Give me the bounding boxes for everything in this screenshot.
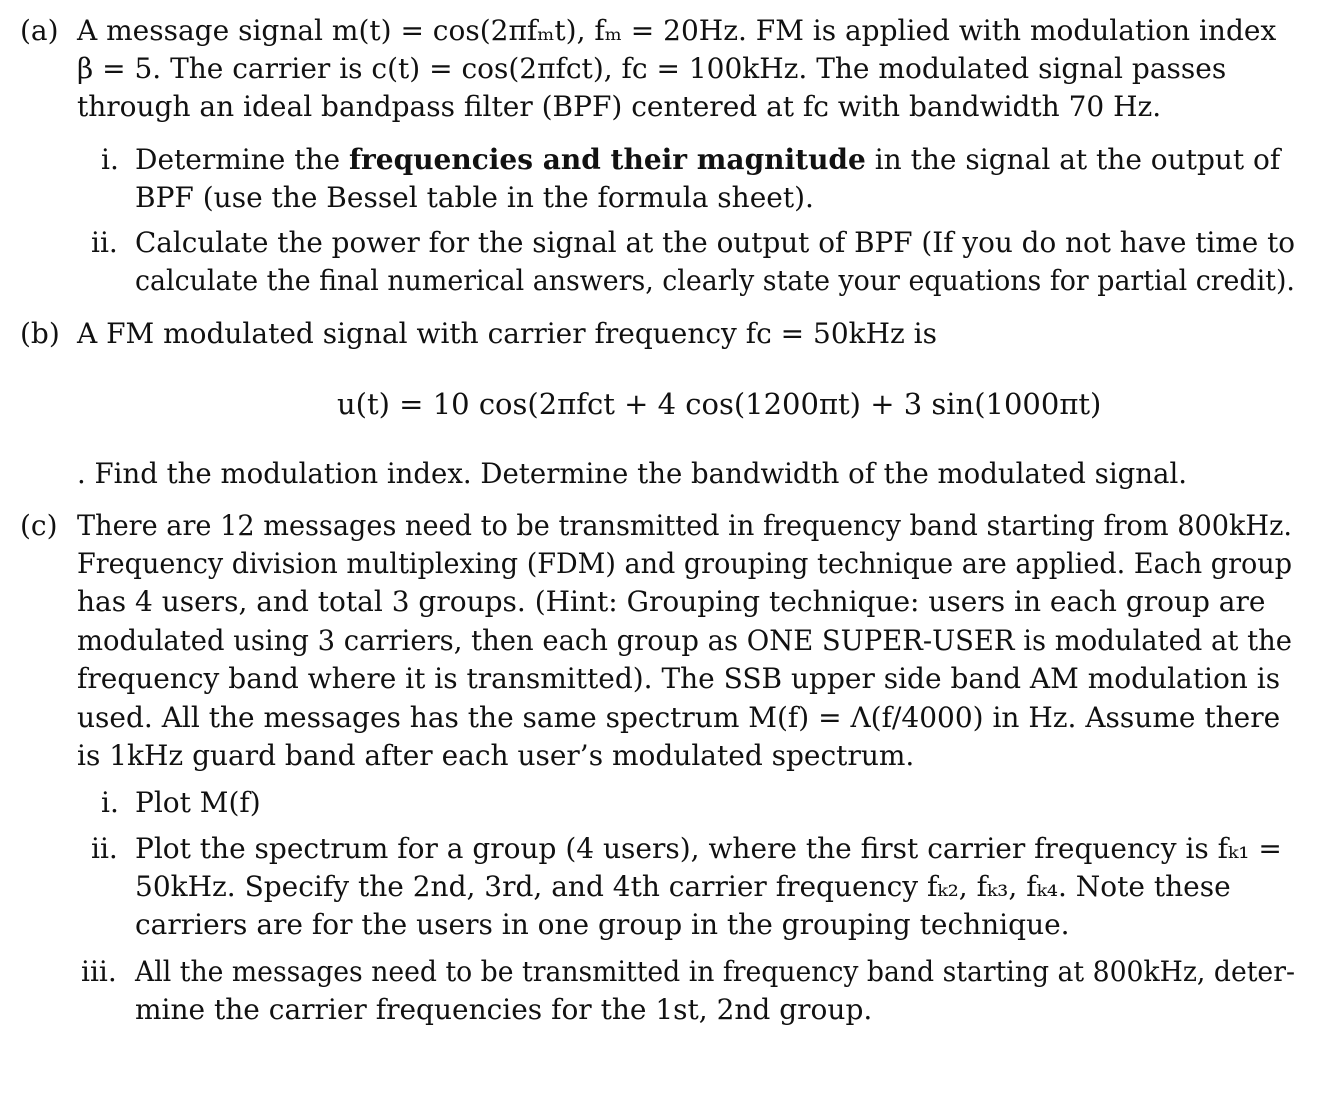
part-c-line-5: frequency band where it is transmitted). The SSB upper side band AM modulation is [77, 662, 1281, 695]
part-b-label: (b) [20, 317, 60, 350]
part-c-item-ii-line-3: carriers are for the users in one group in the grouping technique. [135, 908, 1070, 941]
part-c-item-i-label: i. [101, 786, 119, 819]
part-c-label: (c) [20, 509, 58, 542]
part-a-item-ii-line-1: Calculate the power for the signal at the output of BPF (If you do not have time to [135, 226, 1296, 259]
part-a-line-3: through an ideal bandpass filter (BPF) centered at fᴄ with bandwidth 70 Hz. [77, 90, 1162, 123]
part-b-after: . Find the modulation index. Determine the bandwidth of the modulated signal. [77, 457, 1188, 490]
part-c-line-6: used. All the messages has the same spectrum M(f) = Λ(f/4000) in Hz. Assume there [77, 701, 1281, 734]
part-c-item-iii-line-2: mine the carrier frequencies for the 1st, 2nd group. [135, 993, 873, 1026]
part-a-line-1: A message signal m(t) = cos(2πfₘt), fₘ = 20Hz. FM is applied with modulation index [77, 14, 1277, 47]
part-a-item-ii-label: ii. [91, 226, 118, 259]
part-c-line-3: has 4 users, and total 3 groups. (Hint: Grouping technique: users in each group are [77, 585, 1266, 618]
part-c-item-ii-line-2: 50kHz. Specify the 2nd, 3rd, and 4th carrier frequency fₖ₂, fₖ₃, fₖ₄. Note these [135, 870, 1231, 903]
part-c-item-ii-line-1: Plot the spectrum for a group (4 users), where the first carrier frequency is fₖ₁ = [135, 832, 1282, 865]
part-b-equation: u(t) = 10 cos(2πfᴄt + 4 cos(1200πt) + 3 sin(1000πt) [337, 387, 1102, 421]
part-a-item-i-line-2: BPF (use the Bessel table in the formula sheet). [135, 181, 814, 214]
part-c-item-ii-label: ii. [91, 832, 118, 865]
part-c-item-iii-label: iii. [81, 955, 117, 988]
emphasis-text: frequencies and their magnitude [349, 143, 866, 176]
part-c-item-iii-line-1: All the messages need to be transmitted in frequency band starting at 800kHz, deter- [135, 955, 1295, 988]
part-a-line-2: β = 5. The carrier is c(t) = cos(2πfᴄt), fᴄ = 100kHz. The modulated signal passes [77, 52, 1227, 85]
part-b-line: A FM modulated signal with carrier frequency fᴄ = 50kHz is [77, 317, 937, 350]
part-a-item-ii-line-2: calculate the final numerical answers, clearly state your equations for partial credit). [135, 264, 1295, 297]
part-c-line-1: There are 12 messages need to be transmitted in frequency band starting from 800kHz. [77, 509, 1293, 542]
part-c-line-4: modulated using 3 carriers, then each group as ONE SUPER-USER is modulated at the [77, 624, 1292, 657]
part-c-item-i-line-1: Plot M(f) [135, 786, 261, 819]
part-a-label: (a) [20, 14, 59, 47]
part-c-line-2: Frequency division multiplexing (FDM) and grouping technique are applied. Each group [77, 547, 1293, 580]
part-a-item-i-label: i. [101, 143, 119, 176]
part-c-line-7: is 1kHz guard band after each user’s modulated spectrum. [77, 739, 915, 772]
part-a-item-i-line-1: Determine the frequencies and their magnitude in the signal at the output of [135, 143, 1281, 176]
